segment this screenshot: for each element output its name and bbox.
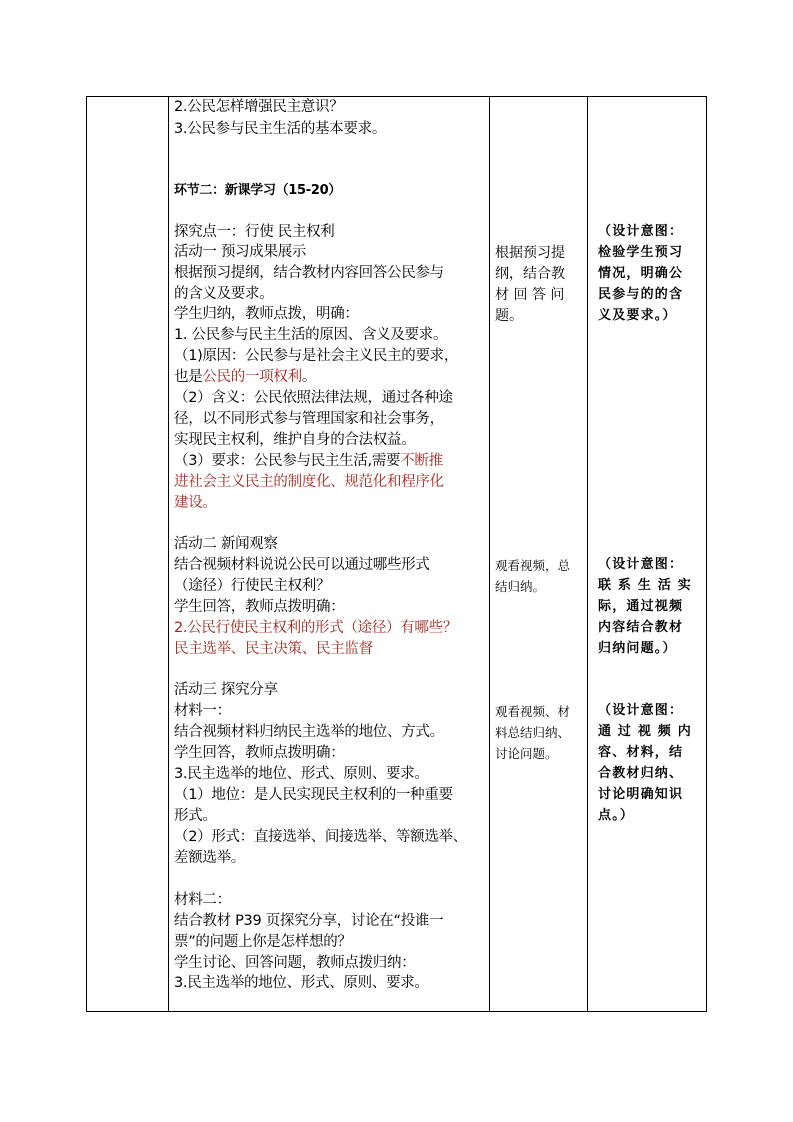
student-activity-line: 题。 bbox=[495, 308, 523, 324]
teaching-activity-line: 学生归纳，教师点拨，明确： bbox=[174, 306, 359, 322]
teaching-activity-line bbox=[174, 452, 443, 470]
design-intent-line: （设计意图： bbox=[598, 703, 684, 718]
student-activity-line: 根据预习提 bbox=[495, 245, 565, 261]
teaching-activity-line: 差额选举。 bbox=[174, 850, 245, 866]
teaching-activity-line: （2）含义：公民依照法律法规，通过各种途 bbox=[174, 390, 453, 406]
teaching-activity-text-run: 也是 bbox=[174, 369, 203, 385]
teaching-activity-line: （1）地位：是人民实现民主权利的一种重要 bbox=[174, 787, 453, 803]
teaching-activity-line: 结合视频材料说说公民可以通过哪些形式 bbox=[174, 557, 430, 573]
design-intent-line: （设计意图： bbox=[598, 224, 684, 239]
stage-column-cell bbox=[87, 97, 169, 1012]
teaching-activity-line: 实现民主权利，维护自身的合法权益。 bbox=[174, 432, 416, 448]
teaching-activity-line: （1)原因：公民参与是社会主义民主的要求， bbox=[174, 348, 459, 364]
design-intent-line: 内容结合教材 bbox=[598, 620, 684, 635]
design-intent-line: 检验学生预习 bbox=[598, 245, 684, 260]
teaching-activity-line: 3.民主选举的地位、形式、原则、要求。 bbox=[174, 975, 429, 991]
teaching-activity-line: 学生回答，教师点拨明确： bbox=[174, 599, 345, 615]
design-intent-line: 讨论明确知识 bbox=[598, 787, 684, 802]
teaching-activity-line: 径，以不同形式参与管理国家和社会事务， bbox=[174, 411, 444, 427]
design-intent-line: 容、材料，结 bbox=[598, 745, 684, 760]
design-intent-line: 通 过 视 频 内 bbox=[598, 724, 692, 739]
teaching-activity-line: 活动三 探究分享 bbox=[174, 682, 278, 698]
design-intent-line: 民参与的的含 bbox=[598, 287, 684, 302]
teaching-activity-content bbox=[169, 97, 489, 1011]
teaching-activity-line: 环节二：新课学习（15-20） bbox=[174, 183, 342, 198]
teaching-activity-text-run: 不断推 bbox=[400, 453, 443, 469]
design-intent-content bbox=[588, 97, 706, 1011]
teaching-activity-line: 票”的问题上你是怎样想的？ bbox=[174, 934, 352, 950]
teaching-activity-line: 活动二 新闻观察 bbox=[174, 536, 278, 552]
teaching-activity-line: 材料一： bbox=[174, 703, 231, 719]
teaching-activity-line: 形式。 bbox=[174, 808, 217, 824]
teaching-activity-cell bbox=[169, 97, 490, 1012]
student-activity-line: 材 回 答 问 bbox=[495, 287, 565, 303]
teaching-activity-line: 1. 公民参与民主生活的原因、含义及要求。 bbox=[174, 327, 448, 343]
student-activity-line: 纲，结合教 bbox=[495, 266, 565, 282]
student-activity-line: 结归纳。 bbox=[495, 579, 546, 594]
design-intent-line: 联 系 生 活 实 bbox=[598, 578, 692, 593]
student-activity-content bbox=[490, 97, 587, 1011]
lesson-plan-table bbox=[86, 96, 707, 1012]
teaching-activity-line: 学生回答，教师点拨明确： bbox=[174, 745, 345, 761]
design-intent-cell bbox=[588, 97, 707, 1012]
teaching-activity-line: 结合视频材料归纳民主选举的地位、方式。 bbox=[174, 724, 444, 740]
teaching-activity-line: 学生讨论、回答问题，教师点拨归纳： bbox=[174, 955, 416, 971]
teaching-activity-text-run: （3）要求：公民参与民主生活,需要 bbox=[174, 453, 401, 469]
teaching-activity-line: 的含义及要求。 bbox=[174, 286, 274, 302]
teaching-activity-line: 结合教材 P39 页探究分享，讨论在“投谁一 bbox=[174, 913, 444, 929]
design-intent-line: 合教材归纳、 bbox=[598, 766, 684, 781]
teaching-activity-line: 材料二： bbox=[174, 892, 231, 908]
teaching-activity-line: 3.公民参与民主生活的基本要求。 bbox=[174, 121, 387, 137]
teaching-activity-line bbox=[174, 368, 316, 386]
teaching-activity-line: 2.公民行使民主权利的形式（途径）有哪些？ bbox=[174, 620, 458, 636]
teaching-activity-line: 3.民主选举的地位、形式、原则、要求。 bbox=[174, 766, 429, 782]
teaching-activity-line: 活动一 预习成果展示 bbox=[174, 244, 307, 260]
teaching-activity-text-run: 公民的一项权利 bbox=[202, 369, 302, 385]
design-intent-line: （设计意图： bbox=[598, 557, 684, 572]
student-activity-line: 讨论问题。 bbox=[495, 746, 558, 761]
student-activity-line: 观看视频、材 bbox=[495, 704, 571, 719]
design-intent-line: 点。） bbox=[598, 808, 635, 823]
teaching-activity-line: 民主选举、民主决策、民主监督 bbox=[174, 641, 373, 657]
teaching-activity-line: 建设。 bbox=[174, 495, 217, 511]
student-activity-line: 料总结归纳、 bbox=[495, 725, 571, 740]
table-row bbox=[87, 97, 707, 1012]
teaching-activity-text-run: 。 bbox=[301, 369, 317, 385]
student-activity-cell bbox=[490, 97, 588, 1012]
teaching-activity-line: 探究点一：行使 民主权利 bbox=[174, 224, 335, 240]
design-intent-line: 归纳问题。） bbox=[598, 641, 677, 656]
design-intent-line: 情况，明确公 bbox=[598, 266, 684, 281]
teaching-activity-line: 2.公民怎样增强民主意识？ bbox=[174, 99, 344, 115]
design-intent-line: 际，通过视频 bbox=[598, 599, 684, 614]
student-activity-line: 观看视频，总 bbox=[495, 558, 571, 573]
teaching-activity-line: 进社会主义民主的制度化、规范化和程序化 bbox=[174, 474, 444, 490]
design-intent-line: 义及要求。） bbox=[598, 308, 677, 323]
teaching-activity-line: 根据预习提纲，结合教材内容回答公民参与 bbox=[174, 265, 444, 281]
teaching-activity-line: （2）形式：直接选举、间接选举、等额选举、 bbox=[174, 829, 467, 845]
teaching-activity-line: （途径）行使民主权利？ bbox=[174, 578, 331, 594]
